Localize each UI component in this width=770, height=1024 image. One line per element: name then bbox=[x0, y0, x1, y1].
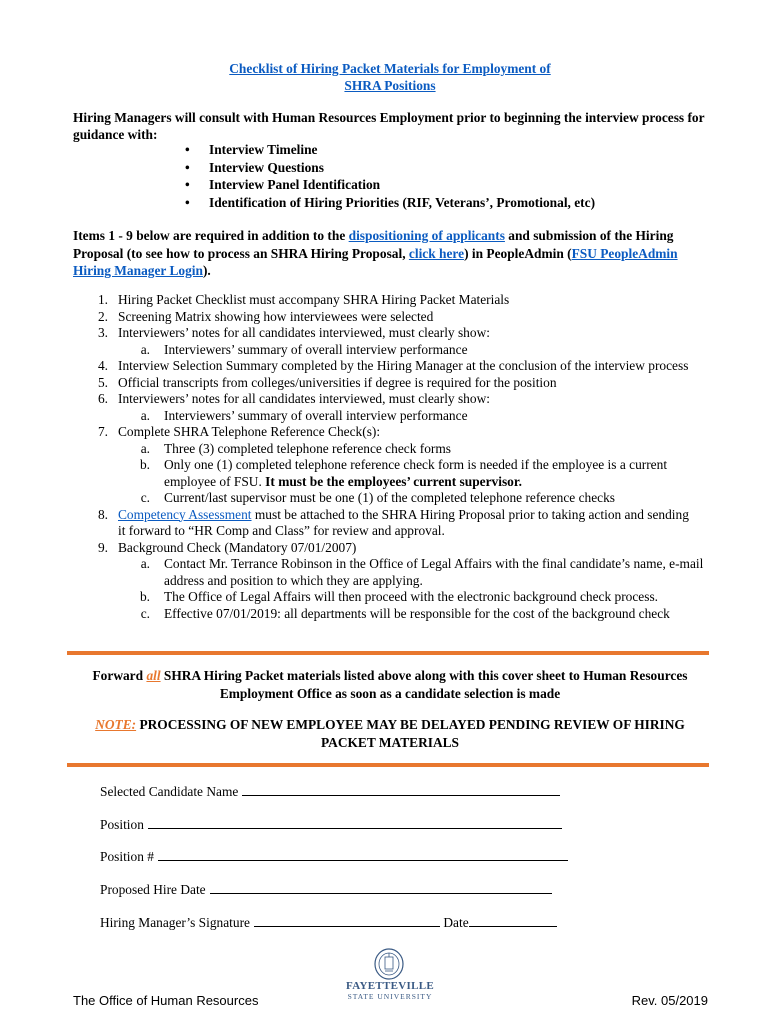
item-text: Background Check (Mandatory 07/01/2007) bbox=[118, 539, 357, 555]
candidate-name-input-line[interactable] bbox=[242, 783, 560, 796]
checklist-item bbox=[0, 325, 770, 342]
dispositioning-link[interactable]: dispositioning of applicants bbox=[348, 228, 505, 243]
checklist-subitem bbox=[0, 556, 770, 589]
footer-office: The Office of Human Resources bbox=[73, 993, 259, 1008]
logo-subtitle: STATE UNIVERSITY bbox=[347, 992, 433, 1001]
position-number-field bbox=[100, 848, 568, 865]
divider-top bbox=[67, 651, 709, 655]
item-number: 3. bbox=[97, 325, 108, 340]
item-number: 1. bbox=[97, 292, 108, 307]
title-line-1: Checklist of Hiring Packet Materials for Employment of bbox=[229, 61, 551, 76]
page-title bbox=[0, 60, 770, 94]
checklist-subitem bbox=[0, 342, 770, 359]
footer-revision: Rev. 05/2019 bbox=[631, 993, 708, 1008]
item-text: Official transcripts from colleges/universities if degree is required for the position bbox=[118, 374, 557, 390]
position-number-input-line[interactable] bbox=[158, 848, 568, 861]
item-number: 7. bbox=[97, 424, 108, 439]
click-here-link[interactable]: click here bbox=[408, 245, 465, 261]
note-label: NOTE: bbox=[95, 717, 137, 732]
checklist-item bbox=[0, 424, 770, 441]
subitem-text: Interviewers’ summary of overall interview performance bbox=[164, 407, 468, 423]
checklist-item bbox=[0, 540, 770, 557]
checklist-subitem bbox=[0, 490, 770, 507]
date-label: Date bbox=[443, 915, 469, 930]
note-text: PROCESSING OF NEW EMPLOYEE MAY BE DELAYED PENDING REVIEW OF HIRING PACKET MATERIALS bbox=[136, 717, 685, 750]
req-text-4: ). bbox=[202, 263, 211, 278]
note-warning bbox=[70, 716, 710, 751]
item-text: Interview Selection Summary completed by the Hiring Manager at the conclusion of the interview process bbox=[118, 358, 689, 373]
req-text-1: Items 1 - 9 below are required in addition to the bbox=[73, 228, 349, 243]
date-input-line[interactable] bbox=[469, 914, 557, 927]
requirements-paragraph bbox=[73, 227, 713, 280]
forward-text-post: SHRA Hiring Packet materials listed above along with this cover sheet to Human Resources Employment Office as soon as a candidate selection is made bbox=[160, 668, 688, 701]
list-item: • Interview Questions bbox=[185, 159, 595, 177]
checklist bbox=[0, 292, 770, 622]
candidate-name-label: Selected Candidate Name bbox=[100, 784, 239, 799]
subitem-text: The Office of Legal Affairs will then proceed with the electronic background check process. bbox=[164, 589, 659, 604]
forward-all-emphasis: all bbox=[146, 668, 161, 683]
signature-label: Hiring Manager’s Signature bbox=[100, 915, 250, 930]
forward-instructions bbox=[70, 667, 710, 702]
guidance-list bbox=[185, 141, 595, 211]
subitem-letter: a. bbox=[140, 407, 150, 423]
item-text-rest: must be attached to the SHRA Hiring Proposal prior to taking action and sending it forward to “HR Comp and Class” for review and approval. bbox=[118, 506, 689, 538]
subitem-text bbox=[164, 457, 704, 490]
subitem-letter: b. bbox=[139, 589, 150, 604]
checklist-item bbox=[0, 358, 770, 375]
competency-assessment-link[interactable]: Competency Assessment bbox=[118, 506, 252, 522]
subitem-letter: c. bbox=[140, 605, 150, 621]
position-number-label: Position # bbox=[100, 849, 154, 864]
checklist-item bbox=[0, 391, 770, 408]
subitem-text: Interviewers’ summary of overall interview performance bbox=[164, 341, 468, 357]
list-item: • Identification of Hiring Priorities (RIF, Veterans’, Promotional, etc) bbox=[185, 194, 595, 212]
subitem-letter: a. bbox=[140, 556, 150, 571]
peopleadmin-login-link[interactable]: FSU PeopleAdmin Hiring Manager Login bbox=[73, 245, 678, 278]
subitem-text: Current/last supervisor must be one (1) of the completed telephone reference checks bbox=[164, 490, 616, 505]
item-text: Interviewers’ notes for all candidates interviewed, must clearly show: bbox=[118, 391, 490, 406]
item-number: 8. bbox=[97, 506, 108, 522]
checklist-subitem bbox=[0, 408, 770, 425]
item-text bbox=[118, 507, 698, 540]
item-number: 6. bbox=[97, 391, 108, 406]
candidate-name-field bbox=[100, 783, 560, 800]
req-text-3: ) in PeopleAdmin ( bbox=[464, 245, 572, 261]
item-number: 9. bbox=[97, 539, 108, 555]
checklist-item bbox=[0, 375, 770, 392]
hire-date-field bbox=[100, 881, 552, 898]
req-text-2: and submission of the Hiring Proposal (to see how to process an SHRA Hiring Proposal, bbox=[73, 228, 674, 261]
signature-input-line[interactable] bbox=[254, 914, 440, 927]
checklist-subitem bbox=[0, 457, 770, 490]
hire-date-label: Proposed Hire Date bbox=[100, 882, 206, 897]
subitem-letter: b. bbox=[139, 457, 150, 472]
signature-field bbox=[100, 914, 557, 931]
position-label: Position bbox=[100, 817, 144, 832]
divider-bottom bbox=[67, 763, 709, 767]
subitem-text: Three (3) completed telephone reference check forms bbox=[164, 440, 451, 456]
intro-paragraph: Hiring Managers will consult with Human Resources Employment prior to beginning the interview process for guidance with: bbox=[73, 110, 705, 142]
list-item: • Interview Timeline bbox=[185, 141, 595, 159]
item-number: 2. bbox=[97, 308, 108, 324]
logo-wordmark: FAYETTEVILLE bbox=[346, 980, 434, 992]
subitem-letter: a. bbox=[140, 440, 150, 456]
position-input-line[interactable] bbox=[148, 816, 562, 829]
subitem-text-plain: Only one (1) completed telephone reference check form is needed if the employee is a current employee of FSU. bbox=[164, 457, 668, 489]
checklist-item bbox=[0, 292, 770, 309]
item-number: 4. bbox=[97, 358, 108, 373]
item-text: Interviewers’ notes for all candidates interviewed, must clearly show: bbox=[118, 325, 490, 340]
title-line-2: SHRA Positions bbox=[344, 78, 436, 93]
subitem-letter: c. bbox=[140, 490, 150, 505]
checklist-subitem bbox=[0, 589, 770, 606]
university-seal-icon bbox=[345, 947, 435, 981]
position-field bbox=[100, 816, 562, 833]
checklist-item bbox=[0, 309, 770, 326]
subitem-text-bold: It must be the employees’ current supervisor. bbox=[265, 473, 522, 489]
item-text: Hiring Packet Checklist must accompany SHRA Hiring Packet Materials bbox=[118, 292, 510, 307]
hire-date-input-line[interactable] bbox=[210, 881, 552, 894]
fsu-logo bbox=[345, 947, 435, 1003]
checklist-subitem bbox=[0, 606, 770, 623]
item-number: 5. bbox=[97, 374, 108, 390]
list-item: • Interview Panel Identification bbox=[185, 176, 595, 194]
subitem-text: Contact Mr. Terrance Robinson in the Office of Legal Affairs with the final candidate’s name, e-mail address and position to which they are applying. bbox=[164, 556, 704, 588]
forward-text-pre: Forward bbox=[92, 668, 147, 683]
checklist-subitem bbox=[0, 441, 770, 458]
subitem-text: Effective 07/01/2019: all departments will be responsible for the cost of the background check bbox=[164, 605, 670, 621]
checklist-item bbox=[0, 507, 770, 540]
item-text: Complete SHRA Telephone Reference Check(s): bbox=[118, 424, 381, 439]
subitem-letter: a. bbox=[140, 341, 150, 357]
item-text: Screening Matrix showing how interviewees were selected bbox=[118, 308, 434, 324]
